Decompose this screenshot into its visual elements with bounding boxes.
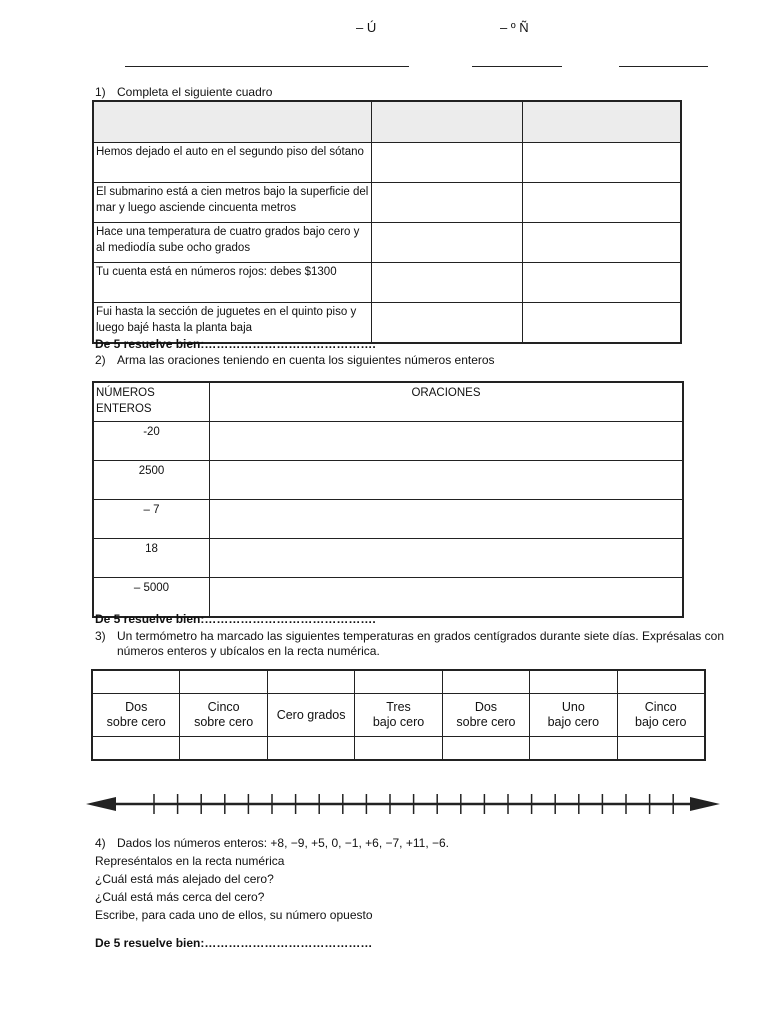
q3-top-row [92,670,705,694]
q2-col-sentences: ORACIONES [210,382,684,422]
grade-blank-line [472,66,562,67]
q2-col-numbers: NÚMEROS ENTEROS [93,382,210,422]
q3-temp-3 [267,694,355,737]
q1-statement-4: Tu cuenta está en números rojos: debes $1300 [93,263,372,303]
table-row [93,461,683,500]
q2-header-row [93,382,683,422]
q2-number-1: -20 [93,422,210,461]
q4-title [95,834,449,852]
q3-title-line2: números enteros y ubícalos en la recta numérica. [117,644,380,658]
q3-temp-4-b: bajo cero [372,715,425,729]
q3-temp-2-b: sobre cero [194,715,254,729]
q1-answer-cell[interactable] [372,183,523,223]
q3-bottom-row [92,737,705,761]
q3-temp-4 [355,694,442,737]
q3-title-line1: Un termómetro ha marcado las siguientes temperaturas en grados centígrados durante siete días. Exprésalas con [117,629,724,643]
q2-sentence-cell[interactable] [210,500,684,539]
q1-answer-cell[interactable] [523,263,682,303]
q3-temp-5 [442,694,529,737]
q2-title-text: Arma las oraciones teniendo en cuenta los siguientes números enteros [117,353,495,367]
q3-temp-6 [530,694,617,737]
number-line-left-arrow-icon [86,797,116,811]
number-line-right-arrow-icon [690,797,720,811]
q3-input-cell[interactable] [442,670,529,694]
q1-score-line: De 5 resuelve bien:……………………………………. [95,337,376,351]
q3-temp-2-a: Cinco [207,700,240,714]
q4-score-line: De 5 resuelve bien:…………………………………… [95,936,373,950]
header-right-text: – º Ñ [500,20,529,35]
q3-temp-7 [617,694,705,737]
q1-answer-cell[interactable] [523,143,682,183]
q2-number-3: – 7 [93,500,210,539]
q1-answer-cell[interactable] [523,183,682,223]
q1-answer-cell[interactable] [523,223,682,263]
q3-temp-2 [180,694,267,737]
q2-number: 2) [95,353,106,367]
q3-temp-7-a: Cinco [644,700,677,714]
q3-temp-4-a: Tres [386,700,411,714]
date-blank-line [619,66,708,67]
q3-input-cell[interactable] [267,737,355,761]
q3-input-cell[interactable] [530,670,617,694]
q4-line-4: Escribe, para cada uno de ellos, su número opuesto [95,908,373,922]
table-row [93,223,681,263]
q1-statement-1: Hemos dejado el auto en el segundo piso del sótano [93,143,372,183]
q3-input-cell[interactable] [92,670,180,694]
name-blank-line [125,66,409,67]
q3-input-cell[interactable] [180,670,267,694]
table-row [93,539,683,578]
q1-answer-cell[interactable] [523,303,682,344]
q1-title-text: Completa el siguiente cuadro [117,85,273,99]
q3-input-cell[interactable] [355,737,442,761]
q2-number-4: 18 [93,539,210,578]
q1-statement-3: Hace una temperatura de cuatro grados bajo cero y al mediodía sube ocho grados [93,223,372,263]
q3-temp-1 [92,694,180,737]
q4-number: 4) [95,836,106,850]
table-row [93,183,681,223]
q3-input-cell[interactable] [180,737,267,761]
table-row [93,500,683,539]
q3-temp-5-b: sobre cero [456,715,516,729]
q1-title [95,85,272,99]
q1-answer-cell[interactable] [372,263,523,303]
table-row [93,143,681,183]
header-left-text: – Ú [356,20,377,35]
q3-input-cell[interactable] [355,670,442,694]
q3-input-cell[interactable] [267,670,355,694]
q1-answer-cell[interactable] [372,223,523,263]
q3-temp-6-b: bajo cero [547,715,600,729]
q3-temp-7-b: bajo cero [635,715,687,729]
q1-header-row [93,101,681,143]
q4-block [95,834,449,924]
q1-statement-2: El submarino está a cien metros bajo la superficie del mar y luego asciende cincuenta metros [93,183,372,223]
q2-title [95,353,495,367]
q3-number: 3) [95,629,106,643]
q4-line-3: ¿Cuál está más cerca del cero? [95,890,265,904]
q3-temps-row [92,694,705,737]
number-line [84,788,724,822]
q3-temp-1-a: Dos [125,700,148,714]
q2-sentence-cell[interactable] [210,539,684,578]
q1-answer-cell[interactable] [372,143,523,183]
table-row [93,263,681,303]
q2-number-2: 2500 [93,461,210,500]
q2-table [92,381,684,618]
q1-table [92,100,682,344]
q3-temp-3-a: Cero grados [276,707,346,722]
q3-input-cell[interactable] [530,737,617,761]
q3-temp-6-a: Uno [561,700,585,714]
q3-input-cell[interactable] [617,737,705,761]
q3-input-cell[interactable] [617,670,705,694]
table-row [93,422,683,461]
q4-title-text: Dados los números enteros: +8, −9, +5, 0, −1, +6, −7, +11, −6. [117,836,449,850]
q3-input-cell[interactable] [92,737,180,761]
q3-temp-1-b: sobre cero [106,715,166,729]
q3-title [95,629,735,659]
q4-line-1: Represéntalos en la recta numérica [95,854,285,868]
q4-line-2: ¿Cuál está más alejado del cero? [95,872,274,886]
q3-temp-5-a: Dos [474,700,498,714]
q2-score-line: De 5 resuelve bien:……………………………………. [95,612,376,626]
q2-sentence-cell[interactable] [210,461,684,500]
q3-table [91,669,706,761]
q1-answer-cell[interactable] [372,303,523,344]
q1-statement-5: Fui hasta la sección de juguetes en el quinto piso y luego bajé hasta la planta baja [93,303,372,344]
q3-input-cell[interactable] [442,737,529,761]
q2-number-5: – 5000 [93,578,210,618]
q1-number: 1) [95,85,106,99]
q2-sentence-cell[interactable] [210,422,684,461]
